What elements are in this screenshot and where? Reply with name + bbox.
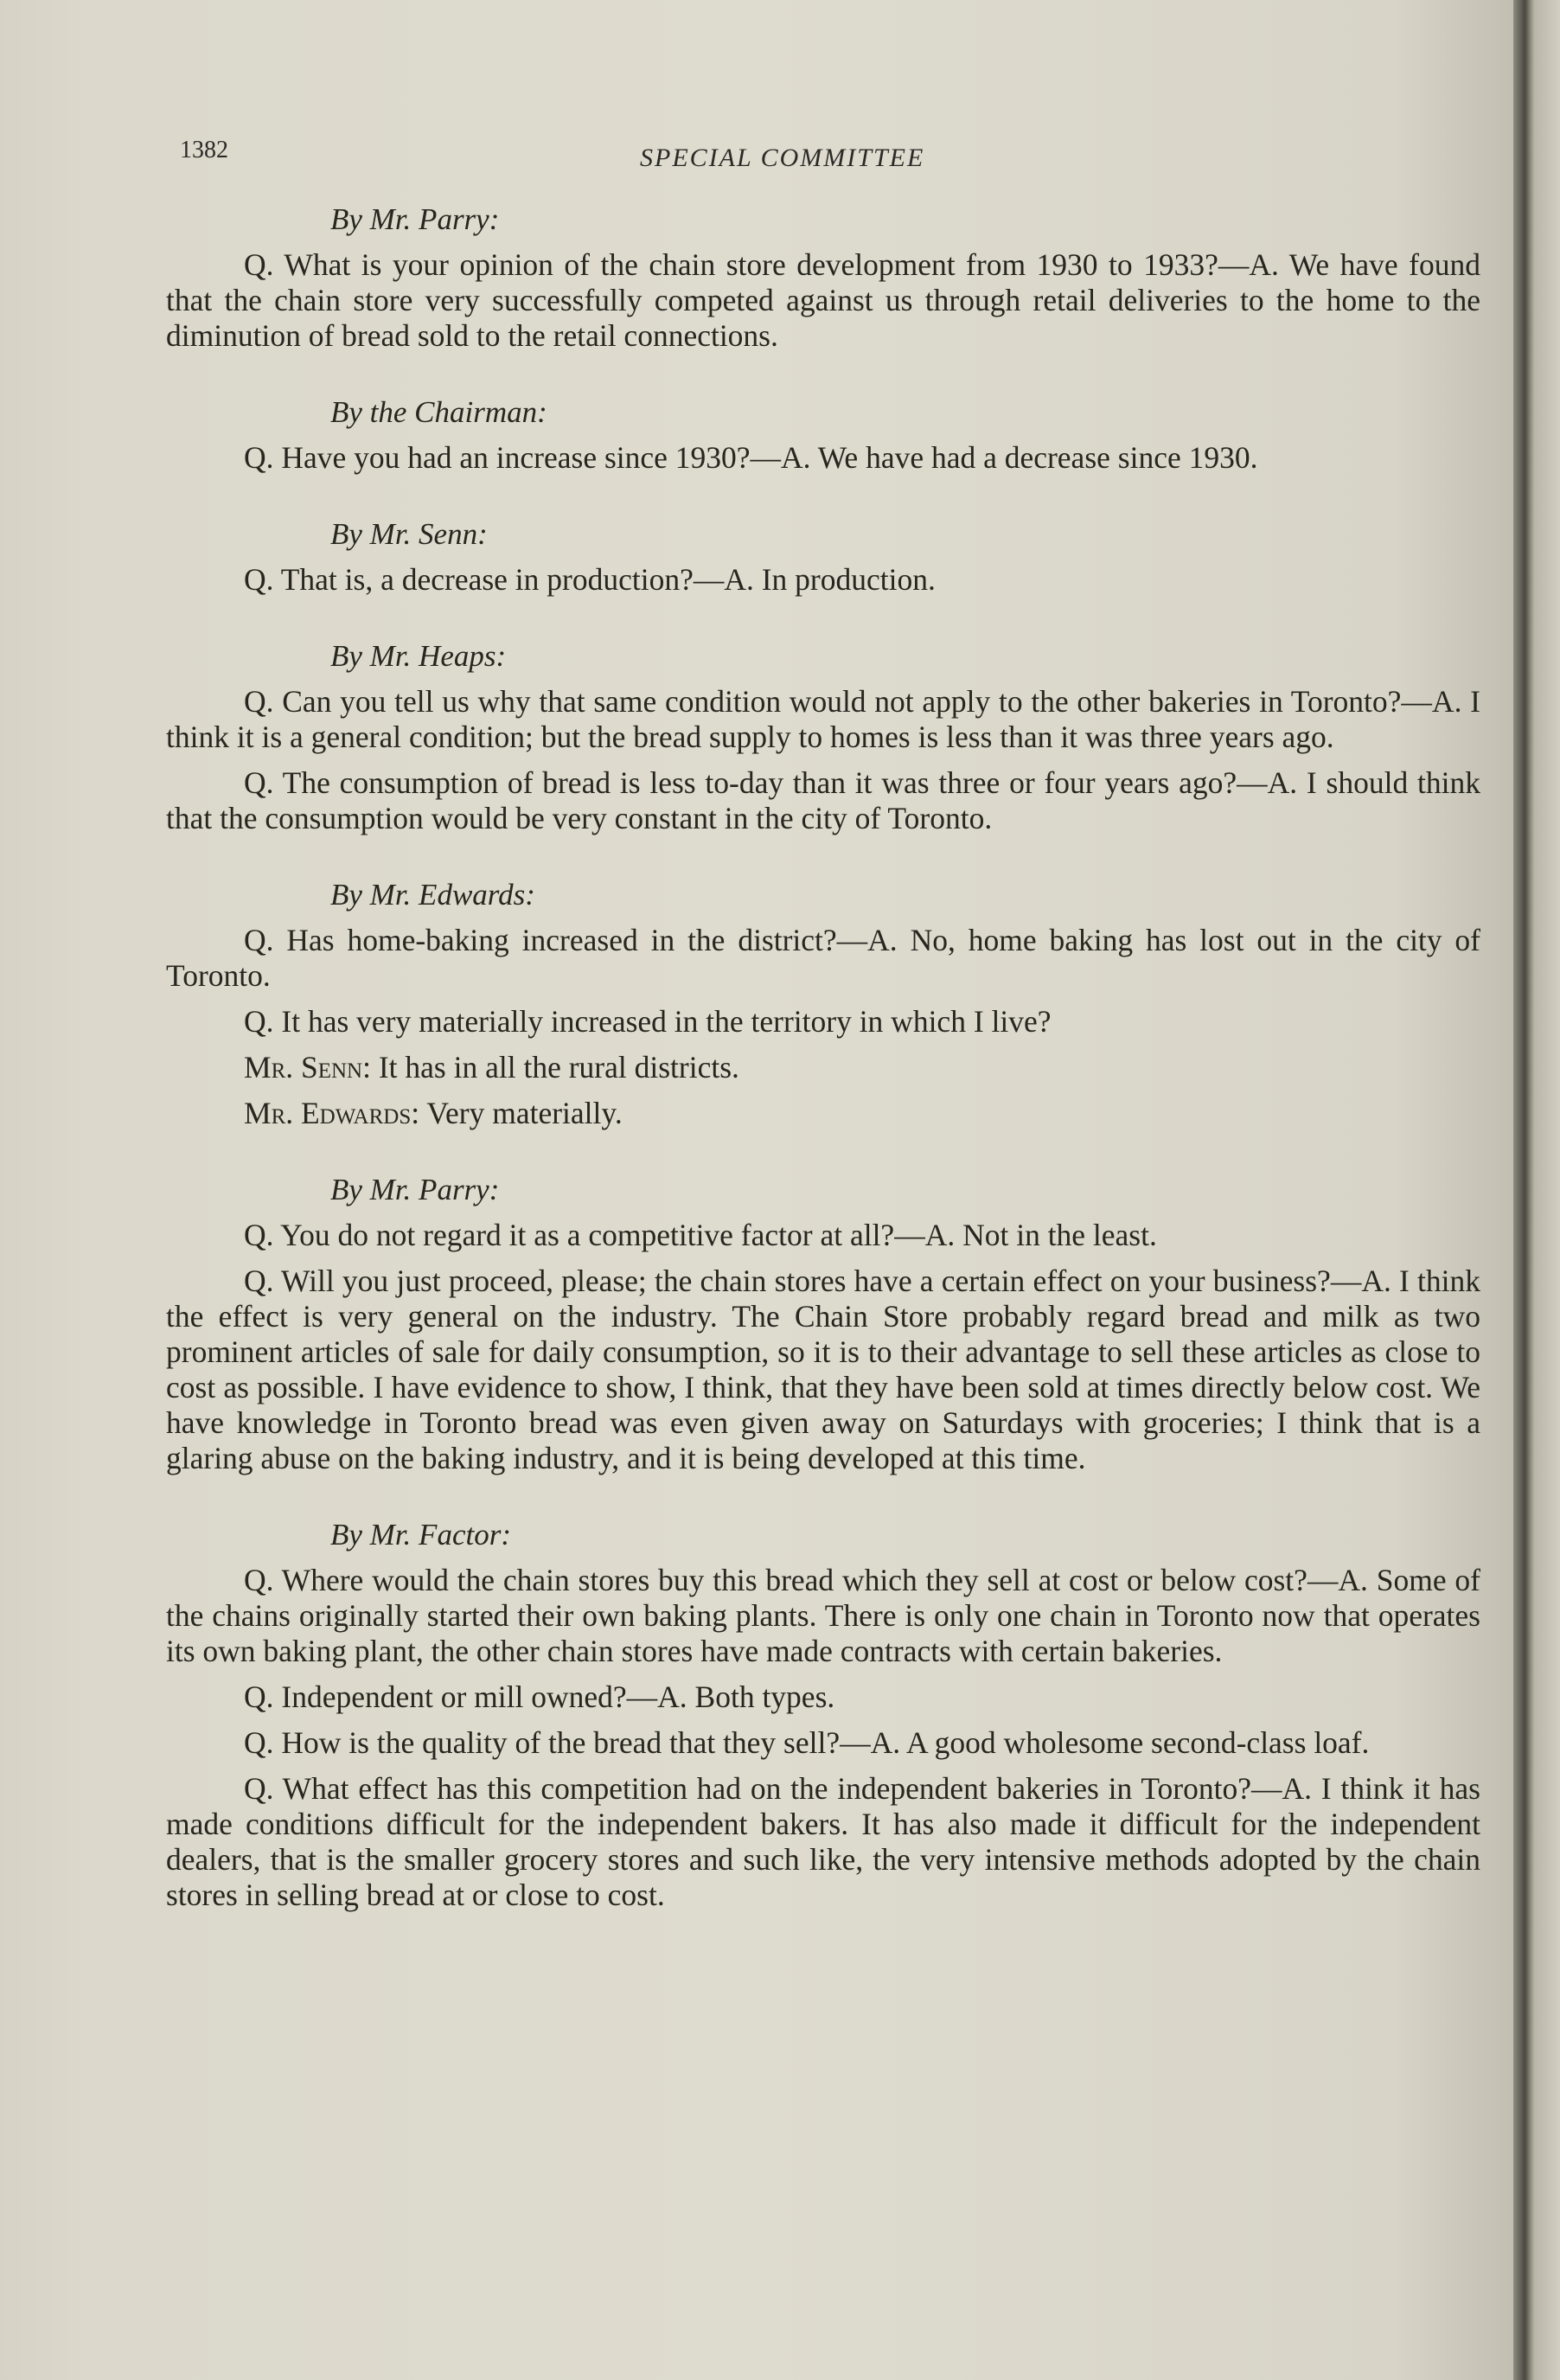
section-parry-1 — [166, 201, 1480, 354]
speaker-heading: By Mr. Edwards: — [330, 878, 535, 912]
page-number: 1382 — [180, 137, 228, 163]
section-senn — [166, 515, 1480, 598]
section-factor — [166, 1516, 1480, 1913]
speaker-heading: By Mr. Senn: — [330, 517, 488, 551]
speaker-heading: By Mr. Parry: — [330, 202, 500, 236]
book-gutter — [1513, 0, 1560, 2380]
section-parry-2 — [166, 1171, 1480, 1476]
section-edwards — [166, 876, 1480, 1131]
transcript-body — [166, 201, 1480, 1923]
question-answer: Q. Have you had an increase since 1930?—A. We have had a decrease since 1930. — [244, 440, 1258, 475]
speaker-heading: By Mr. Factor: — [330, 1518, 511, 1551]
question-answer: Q. That is, a decrease in production?—A. In production. — [244, 562, 936, 597]
section-heaps — [166, 637, 1480, 836]
speaker-heading: By Mr. Parry: — [330, 1173, 500, 1206]
question-answer: Q. Where would the chain stores buy this bread which they sell at cost or below cost?—A. Some of the chains originally started their own baking plants. There is only one chain in Toronto now that operates its own baking plant, the other chain stores have made contracts with certain bakeries. — [166, 1563, 1480, 1668]
question-answer: Q. What effect has this competition had on the independent bakeries in Toronto?—A. I think it has made conditions difficult for the independent bakers. It has also made it difficult for the independent dealers, that is the smaller grocery stores and such like, the very intensive methods adopted by the chain stores in selling bread at or close to cost. — [166, 1771, 1480, 1912]
question-answer: Q. You do not regard it as a competitive factor at all?—A. Not in the least. — [244, 1218, 1157, 1252]
speaker-heading: By Mr. Heaps: — [330, 639, 507, 673]
section-chairman — [166, 393, 1480, 476]
running-head: SPECIAL COMMITTEE — [640, 144, 925, 172]
question-answer: Q. The consumption of bread is less to-day than it was three or four years ago?—A. I should think that the consumption would be very constant in the city of Toronto. — [166, 765, 1480, 835]
question-answer: Q. Can you tell us why that same condition would not apply to the other bakeries in Toronto?—A. I think it is a general condition; but the bread supply to homes is less than it was three years ago. — [166, 684, 1480, 754]
remark-speaker: Mr. Senn: — [244, 1050, 371, 1084]
member-remark — [166, 1096, 1480, 1131]
speaker-heading: By the Chairman: — [330, 395, 547, 429]
member-remark — [166, 1050, 1480, 1085]
question-answer: Q. It has very materially increased in the territory in which I live? — [244, 1004, 1052, 1039]
question-answer: Q. Has home-baking increased in the district?—A. No, home baking has lost out in the city of Toronto. — [166, 923, 1480, 993]
question-answer: Q. Independent or mill owned?—A. Both types. — [244, 1679, 835, 1714]
remark-speaker: Mr. Edwards: — [244, 1096, 420, 1130]
question-answer: Q. What is your opinion of the chain store development from 1930 to 1933?—A. We have found that the chain store very successfully competed against us through retail deliveries to the home to the diminution of bread sold to the retail connections. — [166, 247, 1480, 353]
question-answer: Q. How is the quality of the bread that they sell?—A. A good wholesome second-class loaf. — [244, 1725, 1370, 1760]
remark-text: Very materially. — [426, 1096, 623, 1130]
question-answer: Q. Will you just proceed, please; the chain stores have a certain effect on your business?—A. I think the effect is very general on the industry. The Chain Store probably regard bread and milk as two prominent articles of sale for daily consumption, so it is to their advantage to sell these articles as close to cost as possible. I have evidence to show, I think, that they have been sold at times directly below cost. We have knowledge in Toronto bread was even given away on Saturdays with groceries; I think that is a glaring abuse on the baking industry, and it is being developed at this time. — [166, 1264, 1480, 1475]
remark-text: It has in all the rural districts. — [378, 1050, 739, 1084]
